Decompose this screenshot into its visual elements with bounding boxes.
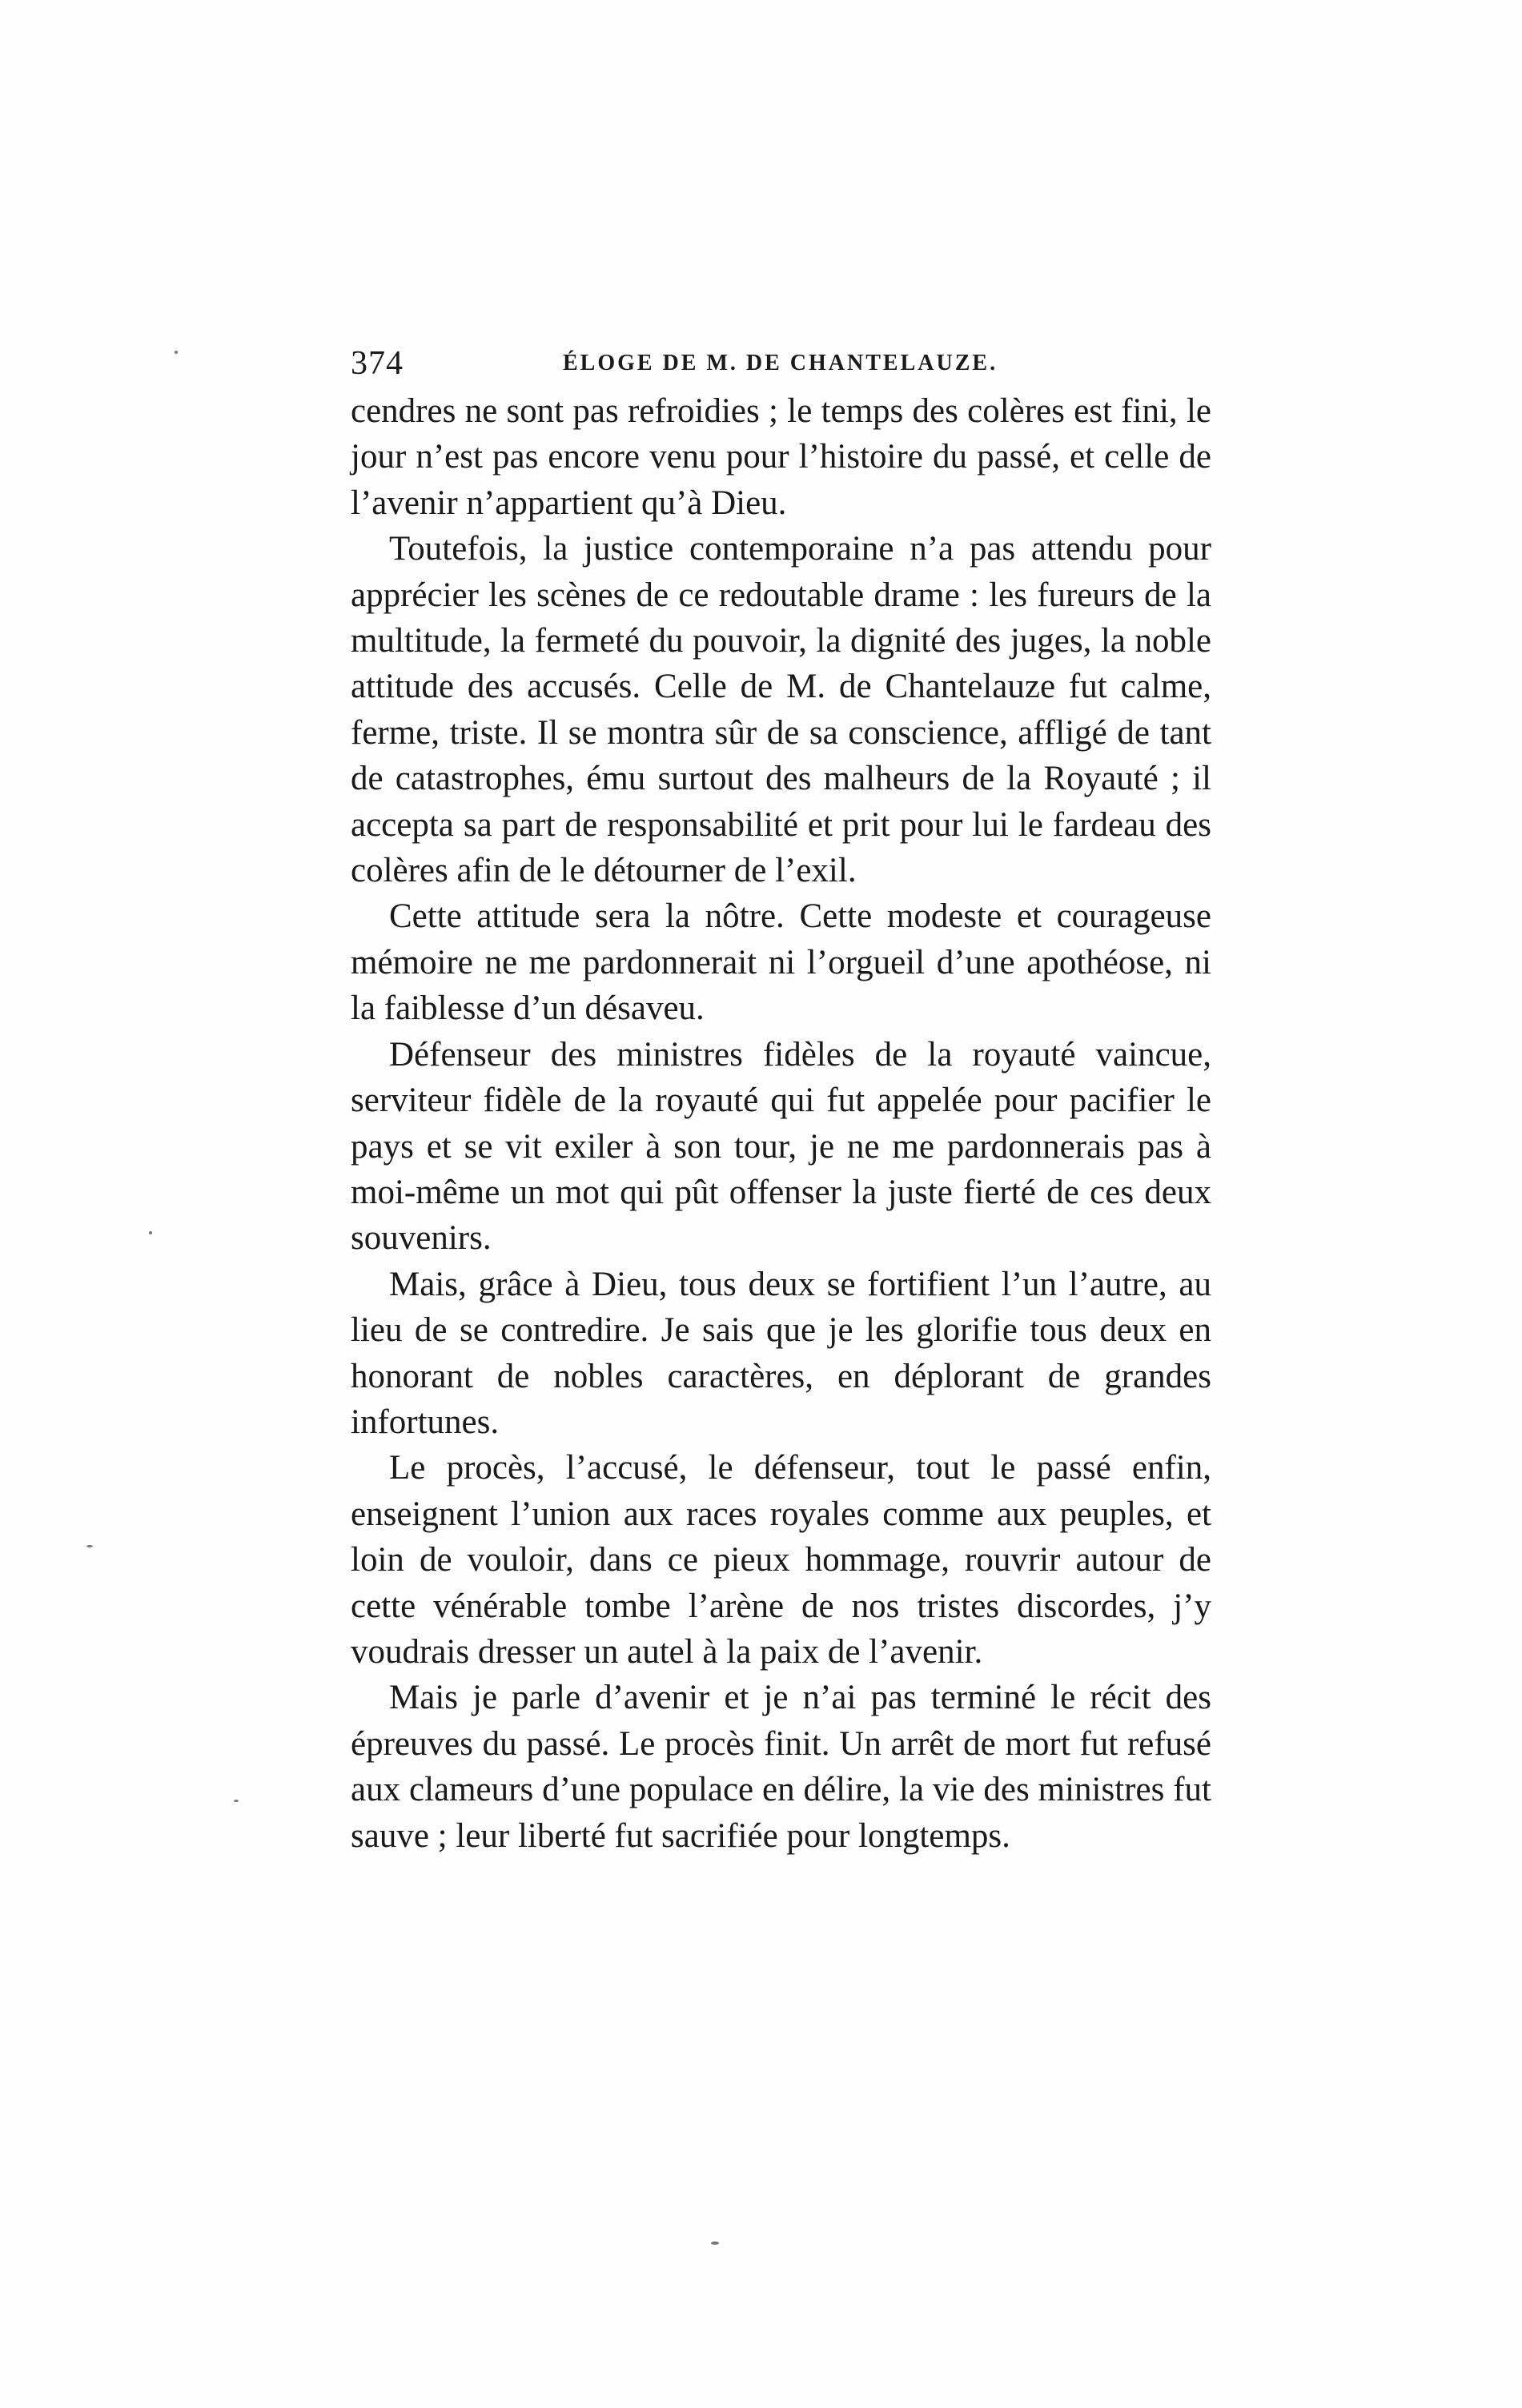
paragraph: Mais, grâce à Dieu, tous deux se fortifient l’un l’autre, au lieu de se contredire. Je sais que je les glorifie tous deux en honorant de nobles caractères, en déplorant de grandes infortunes. <box>351 1265 1211 1441</box>
scan-speck <box>86 1545 93 1547</box>
scan-speck <box>175 351 178 354</box>
page-number: 374 <box>351 345 404 382</box>
paragraph: Défenseur des ministres fidèles de la royauté vaincue, serviteur fidèle de la royauté qui fut appelée pour pacifier le pays et se vit exiler à son tour, je ne me pardonnerais pas à moi-même un mot qui pût offenser la juste fierté de ces deux souvenirs. <box>351 1035 1211 1258</box>
body-text <box>351 388 1211 1859</box>
paragraph-continuation: cendres ne sont pas refroidies ; le temps des colères est fini, le jour n’est pas encore venu pour l’histoire du passé, et celle de l’avenir n’appartient qu’à Dieu. <box>351 392 1211 522</box>
running-title: ÉLOGE DE M. DE CHANTELAUZE. <box>563 351 998 375</box>
paragraph: Mais je parle d’avenir et je n’ai pas terminé le récit des épreuves du passé. Le procès finit. Un arrêt de mort fut refusé aux clameurs d’une populace en délire, la vie des ministres fut sauve ; leur liberté fut sacrifiée pour longtemps. <box>351 1679 1211 1855</box>
page-header <box>351 336 1209 384</box>
paragraph: Le procès, l’accusé, le défenseur, tout le passé enfin, enseignent l’union aux races royales comme aux peuples, et loin de vouloir, dans ce pieux hommage, rouvrir autour de cette vénérable tombe l’arène de nos tristes discordes, j’y voudrais dresser un autel à la paix de l’avenir. <box>351 1449 1211 1671</box>
scan-speck <box>149 1231 152 1234</box>
scan-speck <box>234 1800 239 1802</box>
paragraph: Cette attitude sera la nôtre. Cette modeste et courageuse mémoire ne me pardonnerait ni l’orgueil d’une apothéose, ni la faiblesse d’un désaveu. <box>351 897 1211 1028</box>
paragraph: Toutefois, la justice contemporaine n’a pas attendu pour apprécier les scènes de ce redoutable drame : les fureurs de la multitude, la fermeté du pouvoir, la dignité des juges, la noble attitude des accusés. Celle de M. de Chantelauze fut calme, ferme, triste. Il se montra sûr de sa conscience, affligé de tant de catastrophes, ému surtout des malheurs de la Royauté ; il accepta sa part de responsabilité et prit pour lui le fardeau des colères afin de le détourner de l’exil. <box>351 530 1211 890</box>
scan-speck <box>711 2241 719 2245</box>
